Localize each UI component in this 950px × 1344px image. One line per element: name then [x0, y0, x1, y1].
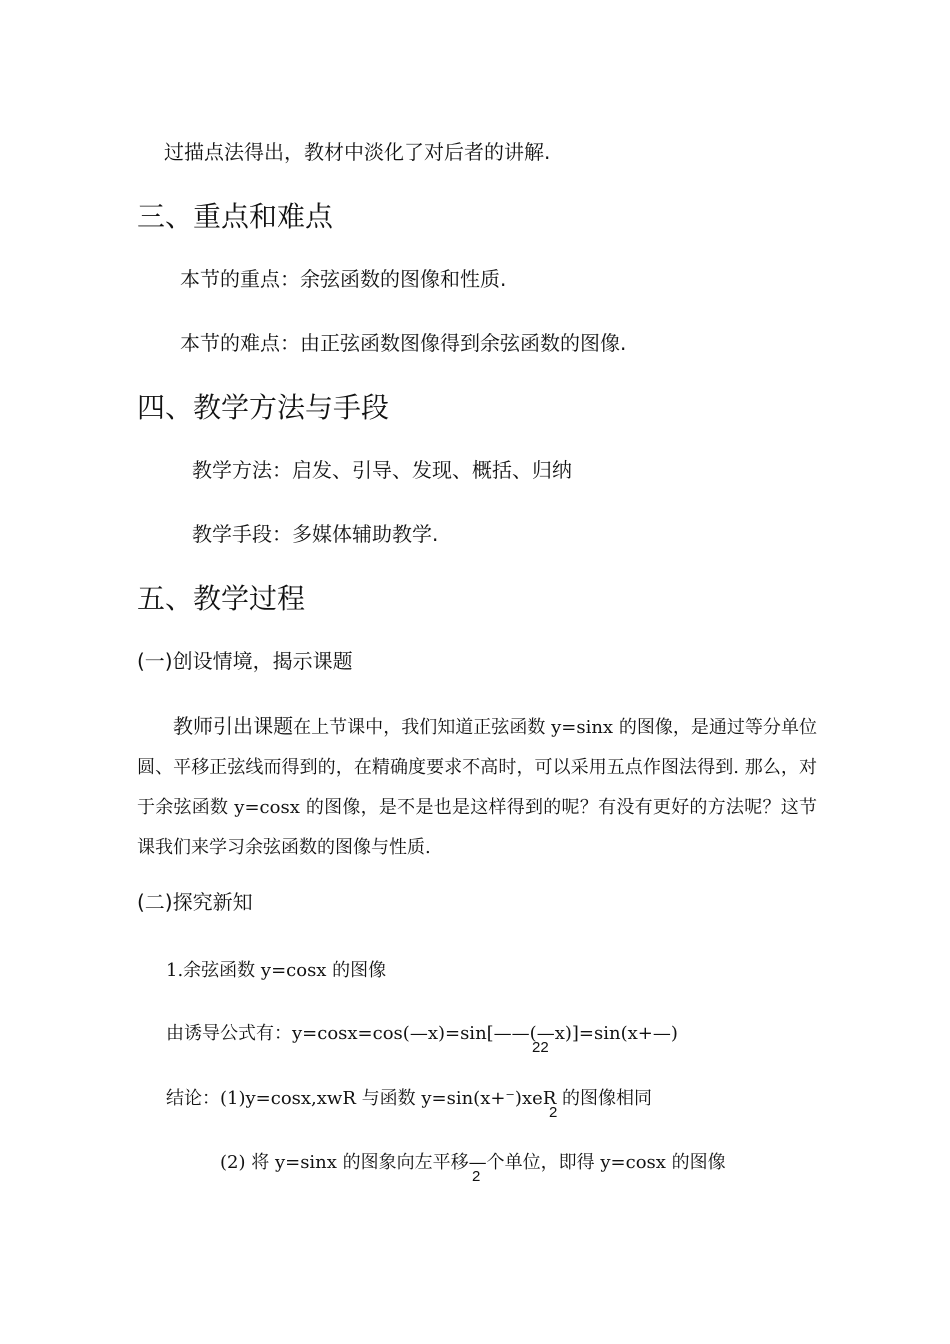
subsection-heading: (二)探究新知	[137, 890, 253, 914]
conclusion-line: 结论：(1)y=cosx,xwR 与函数 y=sin(x+⁻)xeR 的图像相同	[166, 1088, 653, 1109]
paragraph-body: 在上节课中，我们知道正弦函数 y=sinx 的图像，是通过等分单位圆、平移正弦线而得到的，在精确度要求不高时，可以采用五点作图法得到. 那么，对于余弦函数 y=cosx 的图像，是不是也是这样得到的呢？有没有更好的方法呢？这节课我们来学习余弦函数的图像与性质.	[137, 717, 817, 858]
formula-subscript: 22	[532, 1039, 549, 1056]
text-line: 教学手段：多媒体辅助教学.	[192, 522, 439, 546]
text-line: 本节的重点：余弦函数的图像和性质.	[180, 267, 507, 291]
conclusion-subscript: 2	[549, 1104, 558, 1121]
shift-line: (2) 将 y=sinx 的图象向左平移—个单位，即得 y=cosx 的图像	[220, 1152, 726, 1173]
formula-line: 由诱导公式有：y=cosx=cos(—x)=sin[——(—x)]=sin(x+—)	[166, 1023, 678, 1044]
text-line: 本节的难点：由正弦函数图像得到余弦函数的图像.	[180, 331, 627, 355]
text-line: 教学方法：启发、引导、发现、概括、归纳	[192, 458, 572, 482]
intro-paragraph	[137, 706, 817, 868]
section-heading: 三、重点和难点	[137, 200, 334, 233]
subsection-heading: (一)创设情境，揭示课题	[137, 649, 353, 673]
text-line: 过描点法得出，教材中淡化了对后者的讲解.	[164, 140, 551, 164]
text-line: 1.余弦函数 y=cosx 的图像	[166, 960, 387, 981]
section-heading: 五、教学过程	[137, 582, 306, 615]
paragraph-lead: 教师引出课题	[173, 714, 294, 738]
shift-subscript: 2	[472, 1168, 481, 1185]
section-heading: 四、教学方法与手段	[137, 391, 390, 424]
